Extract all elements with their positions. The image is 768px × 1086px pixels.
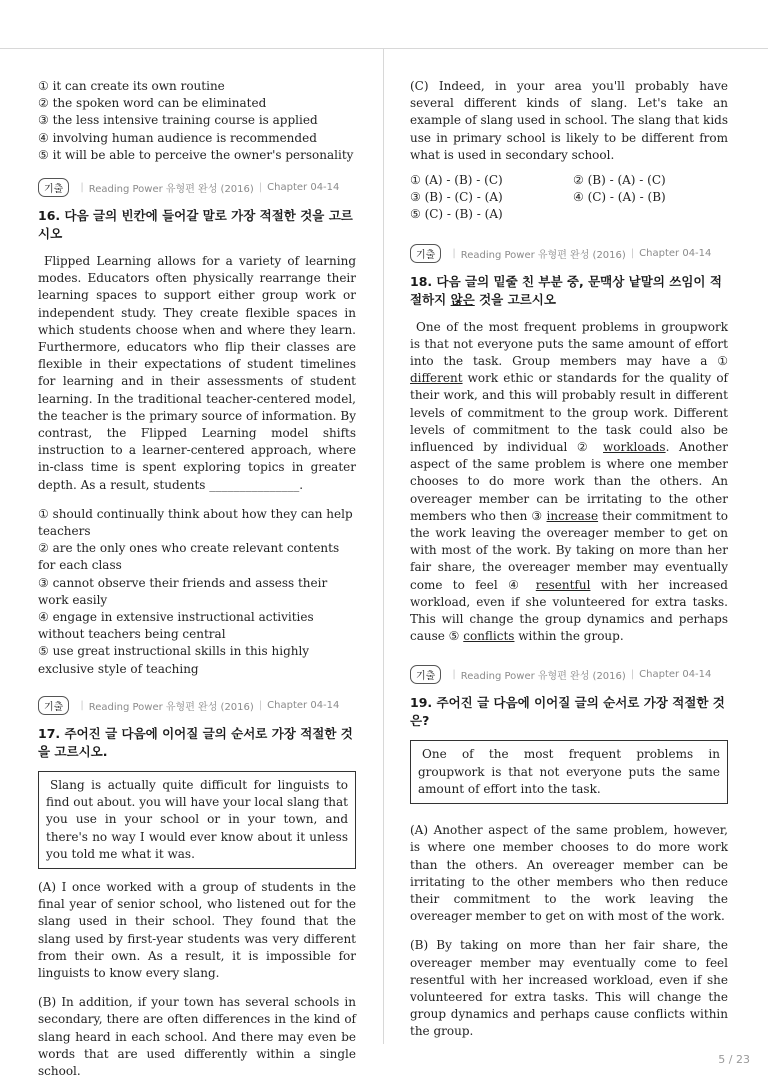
- source-label: Reading Power 유형편 완성 (2016): [460, 671, 626, 683]
- left-column: [38, 78, 356, 1080]
- q19-paragraph-b: (B) By taking on more than her fair share, the overeager member may eventually come to feel resentful with her increased workload, even if she volunteered for extra tasks. This will change the group dynamics and perhaps cause conflicts within the group.: [410, 938, 728, 1039]
- chapter-label: Chapter 04-14: [267, 182, 340, 194]
- q17-paragraph-b: (B) In addition, if your town has several schools in secondary, there are often differences in the kind of slang heard in each school. And there may even be words that are used differently within a single school.: [38, 995, 356, 1078]
- column-divider: [383, 48, 384, 1044]
- q19-given-text-box: [410, 740, 728, 804]
- option-1[interactable]: ① (A) - (B) - (C): [410, 173, 503, 188]
- q16-title: 16. 다음 글의 빈칸에 들어갈 말로 가장 적절한 것을 고르시오: [38, 208, 353, 242]
- q17-paragraph-c: (C) Indeed, in your area you'll probably have several different kinds of slang. Let's take an example of slang used in school. The slang that kids use in primary school is likely to be different from what is used in secondary school.: [410, 79, 728, 162]
- q18-title: 18. 다음 글의 밑줄 친 부분 중, 문맥상 낱말의 쓰임이 적절하지 않은 것을 고르시오: [410, 273, 722, 307]
- not-underlined-word: 않은: [450, 291, 475, 307]
- chapter-label: Chapter 04-14: [639, 669, 712, 681]
- q17-given-text: Slang is actually quite difficult for linguists to find out about. you will have your local slang that you use in your school or in your town, and there's no way I would ever know about it unless you told me what it was.: [46, 777, 348, 861]
- q17-paragraph-a: (A) I once worked with a group of students in the final year of senior school, who listened out for the slang used in their school. They found that the slang used by first-year students was very different from their own. As a result, it is impossible for linguists to know every slang.: [38, 879, 356, 980]
- option-4[interactable]: ④ involving human audience is recommended: [38, 130, 317, 145]
- source-label: Reading Power 유형편 완성 (2016): [88, 701, 254, 713]
- q19-title: 19. 주어진 글 다음에 이어질 글의 순서로 가장 적절한 것은?: [410, 695, 725, 729]
- option-2[interactable]: ② are the only ones who create relevant contents for each class: [38, 541, 340, 573]
- underlined-choice-3[interactable]: increase: [546, 508, 599, 523]
- option-5[interactable]: ⑤ (C) - (B) - (A): [410, 207, 503, 222]
- past-exam-badge: 기출: [38, 178, 69, 197]
- q18-passage: One of the most frequent problems in groupwork is that not everyone puts the same amount of effort into the task. Group members may have a ① different work ethic or standards for the quality of their work, and this will probably result in different levels of commitment to the group work. Different levels of commitment to the task could also be influenced by individual ② workloads. Another aspect of the same problem is where one member chooses to do more work than the others. An overeager member can be irritating to the other members who then ③ increase their commitment to the work leaving the overeager member to get on with most of the work. By taking on more than her fair share, the overeager member may eventually come to feel ④ resentful with her increased workload, even if she volunteered for extra tasks. This will change the group dynamics and perhaps cause ⑤ conflicts within the group.: [410, 319, 728, 644]
- option-3[interactable]: ③ (B) - (C) - (A): [410, 190, 503, 205]
- q17-title: 17. 주어진 글 다음에 이어질 글의 순서로 가장 적절한 것을 고르시오.: [38, 725, 353, 759]
- underlined-choice-2[interactable]: workloads: [603, 440, 666, 455]
- q17-given-text-box: [38, 771, 356, 869]
- option-4[interactable]: ④ engage in extensive instructional activities without teachers being central: [38, 610, 314, 642]
- option-5[interactable]: ⑤ it will be able to perceive the owner's personality: [38, 147, 354, 162]
- right-column: [410, 78, 728, 1041]
- q16-passage: Flipped Learning allows for a variety of learning modes. Educators often physically rearrange their learning spaces to support either group work or independent study. They create flexible spaces in which students choose when and where they learn. Furthermore, educators who flip their classes are flexible in their expectations of student timelines for learning and in their assessments of student learning. In the traditional teacher-centered model, the teacher is the primary source of information. By contrast, the Flipped Learning model shifts instruction to a learner-centered approach, where in-class time is spent exploring topics in greater depth. As a result, students _______________.: [38, 254, 356, 492]
- chapter-label: Chapter 04-14: [639, 247, 712, 259]
- past-exam-badge: 기출: [410, 665, 441, 684]
- option-5[interactable]: ⑤ use great instructional skills in this highly exclusive style of teaching: [38, 644, 310, 676]
- past-exam-badge: 기출: [410, 244, 441, 263]
- q16-options: [38, 506, 356, 678]
- header-rule: [0, 48, 768, 49]
- q17-options: [410, 172, 728, 224]
- chapter-label: Chapter 04-14: [267, 699, 340, 711]
- option-2[interactable]: ② (B) - (A) - (C): [573, 173, 666, 188]
- option-2[interactable]: ② the spoken word can be eliminated: [38, 96, 267, 111]
- source-label: Reading Power 유형편 완성 (2016): [88, 184, 254, 196]
- q18-meta: 기출 | Reading Power 유형편 완성 (2016) | Chapter 04-14: [410, 244, 728, 263]
- past-exam-badge: 기출: [38, 696, 69, 715]
- underlined-choice-4[interactable]: resentful: [535, 577, 591, 592]
- option-1[interactable]: ① should continually think about how they can help teachers: [38, 506, 353, 539]
- option-3[interactable]: ③ the less intensive training course is applied: [38, 113, 318, 128]
- page-number: 5 / 23: [718, 1053, 750, 1066]
- source-label: Reading Power 유형편 완성 (2016): [460, 249, 626, 261]
- underlined-choice-5[interactable]: conflicts: [463, 629, 515, 644]
- prev-question-options: [38, 78, 356, 164]
- q19-paragraph-a: (A) Another aspect of the same problem, however, is where one member chooses to do more work than the others. An overeager member can be irritating to the other members who then reduce their commitment to the work leaving the overeager member to get on with most of the work.: [410, 823, 728, 924]
- option-4[interactable]: ④ (C) - (A) - (B): [573, 190, 666, 205]
- q19-given-text: One of the most frequent problems in groupwork is that not everyone puts the same amount of effort into the task.: [418, 747, 720, 796]
- q17-meta: 기출 | Reading Power 유형편 완성 (2016) | Chapter 04-14: [38, 696, 356, 715]
- q19-meta: 기출 | Reading Power 유형편 완성 (2016) | Chapter 04-14: [410, 665, 728, 684]
- option-3[interactable]: ③ cannot observe their friends and assess their work easily: [38, 575, 328, 607]
- q16-meta: 기출 | Reading Power 유형편 완성 (2016) | Chapter 04-14: [38, 178, 356, 197]
- underlined-choice-1[interactable]: different: [410, 371, 463, 386]
- option-1[interactable]: ① it can create its own routine: [38, 79, 225, 93]
